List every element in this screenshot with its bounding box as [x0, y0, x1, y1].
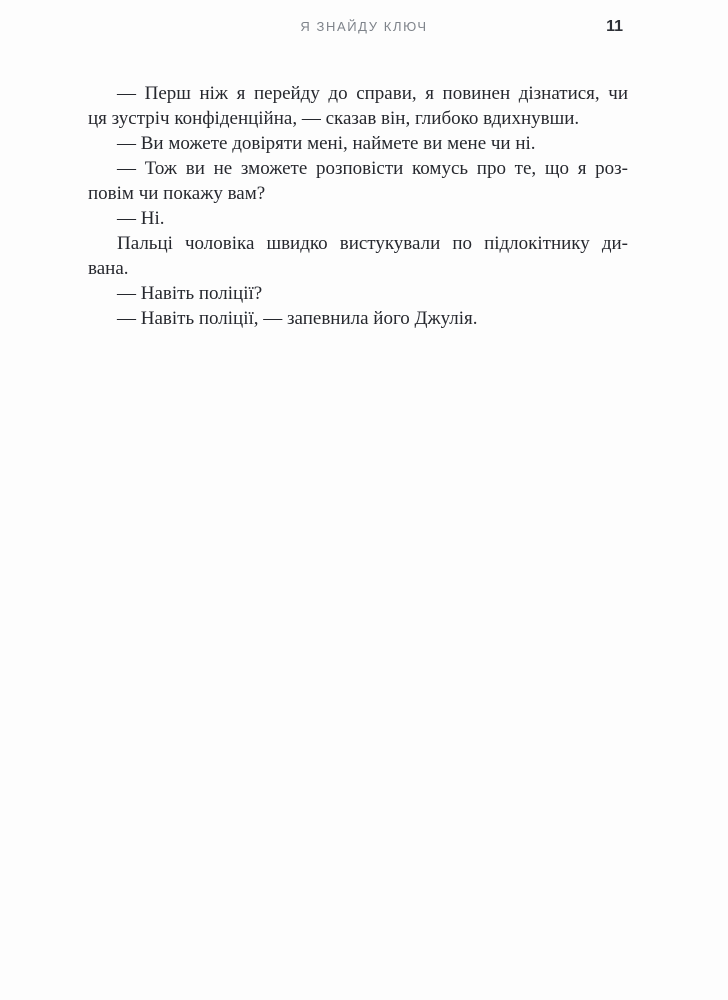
page-number: 11: [606, 18, 623, 35]
text-line: — Тож ви не зможете розповісти комусь про те, що я роз-: [117, 158, 628, 179]
text-line: — Навіть поліції, — запевнила його Джулія.: [117, 308, 478, 329]
body-text: [88, 81, 628, 331]
page-header: [0, 19, 728, 37]
text-line: ця зустріч конфіденційна, — сказав він, глибоко вдихнувши.: [88, 108, 580, 129]
text-line: вана.: [88, 258, 129, 279]
text-line: — Перш ніж я перейду до справи, я повинен дізнатися, чи: [117, 83, 628, 104]
text-line: — Ні.: [117, 208, 165, 229]
text-line: повім чи покажу вам?: [88, 183, 266, 204]
running-header-title: Я ЗНАЙДУ КЛЮЧ: [300, 19, 428, 34]
text-line: — Ви можете довіряти мені, наймете ви мене чи ні.: [117, 133, 536, 154]
text-line: — Навіть поліції?: [117, 283, 263, 304]
text-line: Пальці чоловіка швидко вистукували по підлокітнику ди-: [117, 233, 628, 254]
